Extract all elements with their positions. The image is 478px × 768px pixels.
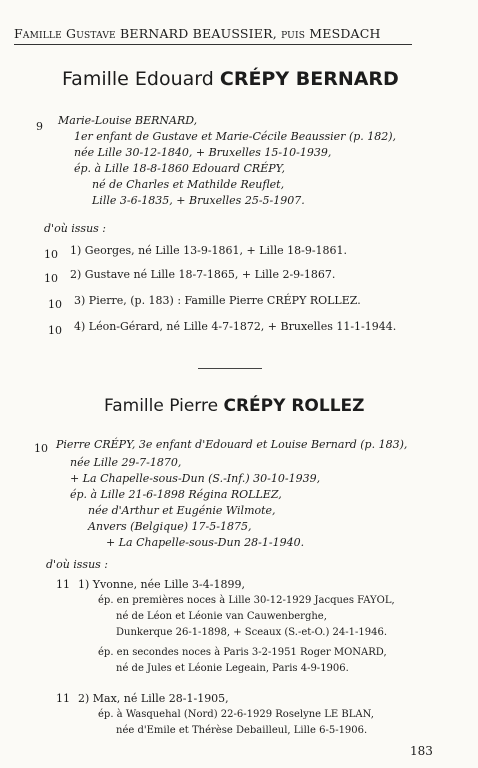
child-entry: 3) Pierre, (p. 183) : Famille Pierre CRÉPY ROLLEZ.: [74, 294, 361, 307]
child-detail: ép. en secondes noces à Paris 3-2-1951 Roger MONARD,: [98, 647, 387, 658]
child-detail: ép. à Wasquehal (Nord) 22-6-1929 Roselyne LE BLAN,: [98, 709, 374, 720]
child-entry: 2) Max, né Lille 28-1-1905,: [78, 692, 229, 705]
page-number: 183: [410, 744, 433, 758]
child-generation: 10: [48, 298, 62, 311]
child-detail: Dunkerque 26-1-1898, + Sceaux (S.-et-O.) 24-1-1946.: [116, 627, 388, 638]
child-entry: 4) Léon-Gérard, né Lille 4-7-1872, + Bruxelles 11-1-1944.: [74, 320, 397, 333]
person-detail: 1er enfant de Gustave et Marie-Cécile Beaussier (p. 182),: [74, 130, 397, 143]
child-entry: 1) Yvonne, née Lille 3-4-1899,: [78, 578, 245, 591]
spouse-detail: née d'Arthur et Eugénie Wilmote,: [88, 504, 276, 517]
running-header-text: Famille Gustave BERNARD BEAUSSIER, puis MESDACH: [14, 26, 381, 41]
spouse-detail: Anvers (Belgique) 17-5-1875,: [88, 520, 252, 533]
section-title-name: CRÉPY BERNARD: [219, 68, 399, 90]
child-entry: 2) Gustave né Lille 18-7-1865, + Lille 2-9-1867.: [70, 268, 336, 281]
child-generation: 10: [48, 324, 62, 337]
section-separator: [198, 368, 262, 369]
child-detail: né de Jules et Léonie Legeain, Paris 4-9-1906.: [116, 663, 349, 674]
generation-number: 10: [34, 442, 48, 455]
child-detail: née d'Emile et Thérèse Debailleul, Lille 6-5-1906.: [116, 725, 368, 736]
section-title-crepy-rollez: [104, 396, 364, 416]
person-detail: née Lille 29-7-1870,: [70, 456, 182, 469]
person-name: Marie-Louise BERNARD,: [58, 114, 198, 127]
spouse-detail: né de Charles et Mathilde Reuflet,: [92, 178, 285, 191]
issus-label: d'où issus :: [46, 558, 109, 571]
child-generation: 11: [56, 578, 70, 591]
spouse-detail: + La Chapelle-sous-Dun 28-1-1940.: [106, 536, 305, 549]
section-title-prefix: Famille Edouard: [62, 68, 214, 90]
marriage-detail: ép. à Lille 21-6-1898 Régina ROLLEZ,: [70, 488, 282, 501]
child-detail: né de Léon et Léonie van Cauwenberghe,: [116, 611, 327, 622]
child-generation: 11: [56, 692, 70, 705]
person-detail: née Lille 30-12-1840, + Bruxelles 15-10-1939,: [74, 146, 332, 159]
child-generation: 10: [44, 248, 58, 261]
person-detail: + La Chapelle-sous-Dun (S.-Inf.) 30-10-1939,: [70, 472, 321, 485]
header-rule: [14, 44, 412, 45]
issus-label: d'où issus :: [44, 222, 107, 235]
marriage-detail: ép. à Lille 18-8-1860 Edouard CRÉPY,: [74, 162, 285, 175]
section-title-name: CRÉPY ROLLEZ: [223, 396, 365, 416]
generation-number: 9: [36, 120, 43, 133]
child-detail: ép. en premières noces à Lille 30-12-1929 Jacques FAYOL,: [98, 595, 395, 606]
section-title-prefix: Famille Pierre: [104, 396, 219, 416]
section-title-crepy-bernard: [62, 68, 399, 90]
child-entry: 1) Georges, né Lille 13-9-1861, + Lille 18-9-1861.: [70, 244, 348, 257]
child-generation: 10: [44, 272, 58, 285]
running-header: [14, 26, 381, 41]
person-name: Pierre CRÉPY, 3e enfant d'Edouard et Louise Bernard (p. 183),: [56, 438, 408, 451]
spouse-detail: Lille 3-6-1835, + Bruxelles 25-5-1907.: [92, 194, 305, 207]
